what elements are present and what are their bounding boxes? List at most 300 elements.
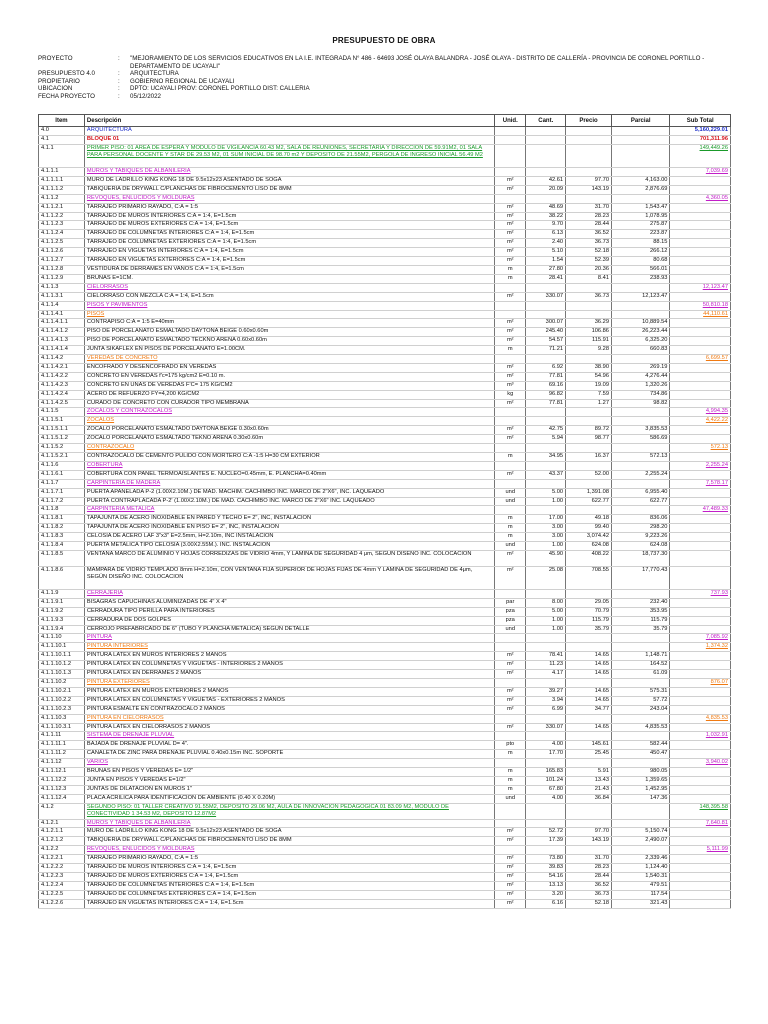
unit-cell: m	[495, 750, 526, 759]
subtotal-cell: 47,489.33	[670, 506, 731, 515]
quantity-cell: 330.07	[526, 292, 566, 301]
unit-cell	[495, 846, 526, 855]
table-row	[39, 890, 731, 899]
unit-cell	[495, 194, 526, 203]
price-cell	[566, 634, 612, 643]
item-cell: 4.1.1.10.3.1	[39, 723, 85, 732]
unit-cell: m²	[495, 292, 526, 301]
item-cell: 4.1.2.2.6	[39, 899, 85, 908]
table-row	[39, 566, 731, 589]
table-row	[39, 899, 731, 908]
unit-cell: pto	[495, 741, 526, 750]
partial-cell	[611, 408, 669, 417]
quantity-cell: 17.70	[526, 750, 566, 759]
section-row	[39, 643, 731, 652]
section-row	[39, 803, 731, 819]
quantity-cell: 2.40	[526, 239, 566, 248]
quantity-cell: 52.72	[526, 828, 566, 837]
partial-cell	[611, 803, 669, 819]
subtotal-cell	[670, 828, 731, 837]
table-row	[39, 230, 731, 239]
column-header-quantity: Cant.	[526, 115, 566, 127]
unit-cell: m²	[495, 723, 526, 732]
table-row	[39, 533, 731, 542]
price-cell	[566, 506, 612, 515]
description-cell: TARRAJEO DE COLUMNETAS EXTERIORES C:A = 1:4, E=1.5cm	[84, 890, 494, 899]
partial-cell	[611, 194, 669, 203]
subtotal-cell: 7,085.92	[670, 634, 731, 643]
subtotal-cell	[670, 598, 731, 607]
subtotal-cell	[670, 248, 731, 257]
table-row	[39, 363, 731, 372]
unit-cell	[495, 643, 526, 652]
description-cell: TARRAJEO DE COLUMNETAS INTERIORES C:A = 1:4, E=1.5cm	[84, 230, 494, 239]
unit-cell	[495, 819, 526, 828]
unit-cell	[495, 417, 526, 426]
item-cell: 4.1.1.12.1	[39, 768, 85, 777]
meta-value: GOBIERNO REGIONAL DE UCAYALI	[130, 77, 235, 85]
price-cell: 21.43	[566, 785, 612, 794]
unit-cell: m²	[495, 670, 526, 679]
price-cell	[566, 194, 612, 203]
unit-cell: m²	[495, 319, 526, 328]
subtotal-cell	[670, 319, 731, 328]
partial-cell: 1,543.47	[611, 203, 669, 212]
description-cell: PRIMER PISO: 01 AREA DE ESPERA Y MODULO DE VIGILANCIA 60.43 M2, SALA DE REUNIONES, SECRETARIA Y DIRECCION DE 59.91M2, 01 SALA PARA PERSONAL DOCENTE Y STAR DE 29.53 M2, 01 SUM INICIAL DE 98.70 m2 Y DEPOSITO DE 21.55M2, PERGOLA DE INGRESO INICIAL 56.49 M2	[84, 144, 494, 167]
item-cell: 4.1.1.4.2.4	[39, 390, 85, 399]
quantity-cell: 34.95	[526, 453, 566, 462]
quantity-cell: 6.92	[526, 363, 566, 372]
meta-value: 05/12/2022	[130, 92, 161, 100]
column-header-description: Descripción	[84, 115, 494, 127]
subtotal-cell	[670, 239, 731, 248]
subtotal-cell: 701,311.96	[670, 135, 731, 144]
description-cell: CIELORRASOS	[84, 283, 494, 292]
subtotal-cell	[670, 274, 731, 283]
subtotal-cell	[670, 607, 731, 616]
table-row	[39, 872, 731, 881]
meta-separator: :	[118, 92, 120, 100]
section-row	[39, 819, 731, 828]
quantity-cell	[526, 803, 566, 819]
partial-cell: 572.13	[611, 453, 669, 462]
partial-cell	[611, 310, 669, 319]
price-cell: 52.18	[566, 899, 612, 908]
partial-cell: 223.87	[611, 230, 669, 239]
unit-cell: m²	[495, 363, 526, 372]
price-cell: 25.45	[566, 750, 612, 759]
description-cell: BAJADA DE DRENAJE PLUVIAL D= 4".	[84, 741, 494, 750]
quantity-cell	[526, 479, 566, 488]
quantity-cell: 1.00	[526, 497, 566, 506]
description-cell: PINTURA ESMALTE EN CONTRAZOCALO 2 MANOS	[84, 705, 494, 714]
price-cell	[566, 759, 612, 768]
meta-value: "MEJORAMIENTO DE LOS SERVICIOS EDUCATIVOS EN LA I.E. INTEGRADA N° 486 - 64693 JOSÉ OLAYA BALANDRA - JOSÉ OLAYA - DISTRITO DE CALLERÍA - PROVINCIA DE CORONEL PORTILLO - DEPARTAMENTO DE UCAYALI"	[130, 55, 705, 70]
quantity-cell: 45.90	[526, 550, 566, 566]
item-cell: 4.1.1.2.6	[39, 248, 85, 257]
price-cell	[566, 479, 612, 488]
item-cell: 4.1.1.10.2.2	[39, 696, 85, 705]
partial-cell: 1,078.95	[611, 212, 669, 221]
price-cell: 52.39	[566, 257, 612, 266]
price-cell: 89.72	[566, 426, 612, 435]
section-row	[39, 679, 731, 688]
subtotal-cell	[670, 533, 731, 542]
subtotal-cell	[670, 435, 731, 444]
table-row	[39, 776, 731, 785]
quantity-cell: 28.41	[526, 274, 566, 283]
item-cell: 4.1.1.4.1.2	[39, 328, 85, 337]
price-cell	[566, 461, 612, 470]
quantity-cell: 27.80	[526, 265, 566, 274]
price-cell: 52.18	[566, 248, 612, 257]
description-cell: TARRAJEO EN VIGUETAS EXTERIORES C:A = 1:4, E=1.5cm	[84, 257, 494, 266]
description-cell: ACERO DE REFUERZO FY=4,200 KG/CM2	[84, 390, 494, 399]
partial-cell	[611, 135, 669, 144]
description-cell: CERROJO PREFABRICADO DE 6" (TUBO Y PLANCHA METALICA) SEGUN DETALLE	[84, 625, 494, 634]
item-cell: 4.1.1.11.2	[39, 750, 85, 759]
price-cell	[566, 408, 612, 417]
item-cell: 4.1.1.6	[39, 461, 85, 470]
section-row	[39, 714, 731, 723]
subtotal-cell	[670, 855, 731, 864]
description-cell: BRUÑAS E=1CM.	[84, 274, 494, 283]
unit-cell: m²	[495, 372, 526, 381]
table-row	[39, 625, 731, 634]
quantity-cell: 5.00	[526, 488, 566, 497]
unit-cell: m²	[495, 328, 526, 337]
table-row	[39, 203, 731, 212]
table-row	[39, 670, 731, 679]
description-cell: TARRAJEO DE MUROS EXTERIORES C:A = 1:4, E=1.5cm	[84, 221, 494, 230]
table-row	[39, 274, 731, 283]
unit-cell	[495, 589, 526, 598]
table-row	[39, 390, 731, 399]
price-cell	[566, 283, 612, 292]
table-row	[39, 221, 731, 230]
item-cell: 4.1.1.10.3	[39, 714, 85, 723]
subtotal-cell	[670, 363, 731, 372]
table-row	[39, 542, 731, 551]
unit-cell	[495, 127, 526, 136]
partial-cell: 3,835.53	[611, 426, 669, 435]
subtotal-cell	[670, 203, 731, 212]
item-cell: 4.1.2.2.3	[39, 872, 85, 881]
partial-cell	[611, 732, 669, 741]
table-row	[39, 372, 731, 381]
partial-cell: 624.08	[611, 542, 669, 551]
price-cell: 36.29	[566, 319, 612, 328]
quantity-cell	[526, 355, 566, 364]
quantity-cell: 245.40	[526, 328, 566, 337]
item-cell: 4.1.1.8.3	[39, 533, 85, 542]
section-row	[39, 732, 731, 741]
quantity-cell: 3.20	[526, 890, 566, 899]
item-cell: 4.1.1.8.5	[39, 550, 85, 566]
unit-cell: m	[495, 515, 526, 524]
item-cell: 4.1.1.12.2	[39, 776, 85, 785]
partial-cell: 660.83	[611, 346, 669, 355]
price-cell: 49.18	[566, 515, 612, 524]
item-cell: 4.1.1.4.2.3	[39, 381, 85, 390]
partial-cell: 298.20	[611, 524, 669, 533]
partial-cell	[611, 355, 669, 364]
meta-label: PRESUPUESTO 4.0	[38, 70, 95, 78]
meta-separator: :	[118, 85, 120, 93]
partial-cell: 4,835.53	[611, 723, 669, 732]
quantity-cell: 96.82	[526, 390, 566, 399]
subtotal-cell	[670, 230, 731, 239]
unit-cell	[495, 479, 526, 488]
subtotal-cell	[670, 687, 731, 696]
subtotal-cell: 7,640.81	[670, 819, 731, 828]
item-cell: 4.1.1.10.1.1	[39, 652, 85, 661]
quantity-cell: 5.10	[526, 248, 566, 257]
unit-cell	[495, 461, 526, 470]
subtotal-cell	[670, 705, 731, 714]
quantity-cell: 4.00	[526, 794, 566, 803]
price-cell: 624.08	[566, 542, 612, 551]
description-cell: JUNTAS DE DILATACION EN MUROS 1"	[84, 785, 494, 794]
subtotal-cell: 12,123.47	[670, 283, 731, 292]
quantity-cell: 5.94	[526, 435, 566, 444]
partial-cell	[611, 634, 669, 643]
quantity-cell	[526, 714, 566, 723]
price-cell	[566, 135, 612, 144]
price-cell	[566, 310, 612, 319]
description-cell: VEREDAS DE CONCRETO	[84, 355, 494, 364]
unit-cell: m	[495, 346, 526, 355]
quantity-cell	[526, 506, 566, 515]
item-cell: 4.1.1.4.2.2	[39, 372, 85, 381]
price-cell	[566, 643, 612, 652]
partial-cell: 6,325.20	[611, 337, 669, 346]
price-cell: 14.65	[566, 723, 612, 732]
table-row	[39, 768, 731, 777]
item-cell: 4.1.1.6.1	[39, 470, 85, 479]
quantity-cell: 73.80	[526, 855, 566, 864]
subtotal-cell: 148,395.58	[670, 803, 731, 819]
price-cell: 19.09	[566, 381, 612, 390]
description-cell: BISAGRAS CAPUCHINAS ALUMINIZADAS DE 4" X 4"	[84, 598, 494, 607]
price-cell	[566, 417, 612, 426]
quantity-cell	[526, 144, 566, 167]
subtotal-cell	[670, 750, 731, 759]
meta-value: ARQUITECTURA	[130, 70, 179, 78]
price-cell: 36.84	[566, 794, 612, 803]
price-cell	[566, 714, 612, 723]
description-cell: CERRADURA DE DOS GOLPES	[84, 616, 494, 625]
quantity-cell	[526, 643, 566, 652]
description-cell: CARPINTERIA METALICA	[84, 506, 494, 515]
description-cell: TARRAJEO DE COLUMNETAS EXTERIORES C:A = 1:4, E=1.5cm	[84, 239, 494, 248]
price-cell: 622.77	[566, 497, 612, 506]
unit-cell	[495, 759, 526, 768]
subtotal-cell	[670, 524, 731, 533]
unit-cell: m²	[495, 837, 526, 846]
unit-cell: m²	[495, 185, 526, 194]
description-cell: CONTRAZOCALO DE CEMENTO PULIDO CON MORTERO C:A -1:5 H=30 CM EXTERIOR	[84, 453, 494, 462]
description-cell: CERRAJERIA	[84, 589, 494, 598]
item-cell: 4.1.1.2.5	[39, 239, 85, 248]
subtotal-cell: 2,255.24	[670, 461, 731, 470]
unit-cell: m²	[495, 550, 526, 566]
quantity-cell: 13.13	[526, 881, 566, 890]
description-cell: MURO DE LADRILLO KING KONG 18 DE 9.5x12x23 ASENTADO DE SOGA	[84, 828, 494, 837]
description-cell: PINTURA LATEX EN COLUMNETAS Y VIGUETAS - EXTERIORES 2 MANOS	[84, 696, 494, 705]
quantity-cell: 3.00	[526, 524, 566, 533]
unit-cell: m²	[495, 221, 526, 230]
page-title: PRESUPUESTO DE OBRA	[332, 36, 436, 45]
section-row	[39, 444, 731, 453]
item-cell: 4.1.2.2.5	[39, 890, 85, 899]
partial-cell: 35.79	[611, 625, 669, 634]
description-cell: SEGUNDO PISO: 01 TALLER CREATIVO 91.55M2, DEPOSITO 29.06 M2, AULA DE INNOVACIÓN PEDAGOGICA 01 83.09 M2, MODULO DE CONECTIVIDAD 1 34.53 M2, DEPOSITO 12.87M2	[84, 803, 494, 819]
partial-cell: 12,123.47	[611, 292, 669, 301]
price-cell: 36.52	[566, 881, 612, 890]
price-cell	[566, 127, 612, 136]
section-row	[39, 759, 731, 768]
item-cell: 4.1.1.7.2	[39, 497, 85, 506]
item-cell: 4.1.1.11.1	[39, 741, 85, 750]
description-cell: MUROS Y TABIQUES DE ALBAÑILERIA	[84, 168, 494, 177]
description-cell: CARPINTERIA DE MADERA	[84, 479, 494, 488]
unit-cell: und	[495, 794, 526, 803]
table-header-row	[39, 115, 731, 127]
item-cell: 4.1.1.9.3	[39, 616, 85, 625]
quantity-cell: 69.16	[526, 381, 566, 390]
table-row	[39, 239, 731, 248]
unit-cell	[495, 803, 526, 819]
item-cell: 4.1.1.4	[39, 301, 85, 310]
description-cell: ZOCALOS Y CONTRAZOCALOS	[84, 408, 494, 417]
partial-cell: 575.31	[611, 687, 669, 696]
meta-row-location	[38, 85, 738, 93]
item-cell: 4.1.1.9	[39, 589, 85, 598]
unit-cell: m	[495, 776, 526, 785]
subtotal-cell: 7,578.17	[670, 479, 731, 488]
unit-cell: m²	[495, 855, 526, 864]
description-cell: ZOCALO PORCELANATO ESMALTADO TEKNO ARENA 0.30x0.60m	[84, 435, 494, 444]
subtotal-cell: 44,110.61	[670, 310, 731, 319]
item-cell: 4.1.1.4.2.5	[39, 399, 85, 408]
item-cell: 4.1.1.3.1	[39, 292, 85, 301]
item-cell: 4.1.1.1.2	[39, 185, 85, 194]
partial-cell: 980.05	[611, 768, 669, 777]
description-cell: PINTURA EN CIELORRASOS	[84, 714, 494, 723]
table-row	[39, 426, 731, 435]
item-cell: 4.1.1.5.2.1	[39, 453, 85, 462]
description-cell: TARRAJEO EN VIGUETAS INTERIORES C:A = 1:4, E=1.5cm	[84, 899, 494, 908]
unit-cell: m	[495, 533, 526, 542]
description-cell: PINTURA LATEX EN MUROS EXTERIORES 2 MANOS	[84, 687, 494, 696]
table-row	[39, 598, 731, 607]
price-cell	[566, 144, 612, 167]
item-cell: 4.1.1.10.1.3	[39, 670, 85, 679]
column-header-partial: Parcial	[611, 115, 669, 127]
subtotal-cell	[670, 292, 731, 301]
price-cell: 106.86	[566, 328, 612, 337]
item-cell: 4.1.1.5.1	[39, 417, 85, 426]
quantity-cell	[526, 194, 566, 203]
description-cell: CELOSIA DE ACERO LAF 3"x3" E=2.5mm, H=2.10m, INC INSTALACION	[84, 533, 494, 542]
quantity-cell	[526, 301, 566, 310]
description-cell: PUERTA METALICA TIPO CELOSIA (3.00X2.55M.). INC. INSTALACION	[84, 542, 494, 551]
item-cell: 4.1.2.2.4	[39, 881, 85, 890]
partial-cell	[611, 417, 669, 426]
quantity-cell: 1.00	[526, 616, 566, 625]
unit-cell	[495, 283, 526, 292]
table-row	[39, 794, 731, 803]
subtotal-cell	[670, 864, 731, 873]
description-cell: SISTEMA DE DRENAJE PLUVIAL	[84, 732, 494, 741]
table-row	[39, 185, 731, 194]
partial-cell: 450.47	[611, 750, 669, 759]
description-cell: VENTANA MARCO DE ALUMINIO Y HOJAS CORREDIZAS DE VIDRIO 4mm, Y LAMINA DE SEGURIDAD 4 μm, SEGUN DISEÑO INC. COLOCACION	[84, 550, 494, 566]
description-cell: TARRAJEO DE MUROS INTERIORES C:A = 1:4, E=1.5cm	[84, 864, 494, 873]
description-cell: TAPAJUNTA DE ACERO INOXIDABLE EN PISO E= 2", INC, INSTALACION	[84, 524, 494, 533]
item-cell: 4.1.1.12.3	[39, 785, 85, 794]
item-cell: 4.1.1.8.2	[39, 524, 85, 533]
price-cell	[566, 168, 612, 177]
subtotal-cell	[670, 470, 731, 479]
subtotal-cell	[670, 212, 731, 221]
item-cell: 4.1.1.4.2.1	[39, 363, 85, 372]
description-cell: TABIQUERIA DE DRYWALL C/PLANCHAS DE FIBROCEMENTO LISO DE 8MM	[84, 185, 494, 194]
item-cell: 4.1.1.8.6	[39, 566, 85, 589]
quantity-cell: 11.23	[526, 661, 566, 670]
subtotal-cell	[670, 381, 731, 390]
description-cell: ZOCALO PORCELANATO ESMALTADO DAYTONA BEIGE 0.30x0.60m	[84, 426, 494, 435]
subtotal-cell	[670, 542, 731, 551]
quantity-cell: 9.70	[526, 221, 566, 230]
description-cell: MUROS Y TABIQUES DE ALBAÑILERIA	[84, 819, 494, 828]
price-cell: 31.70	[566, 855, 612, 864]
quantity-cell: 300.07	[526, 319, 566, 328]
partial-cell: 1,540.31	[611, 872, 669, 881]
unit-cell: m²	[495, 212, 526, 221]
item-cell: 4.1.1.7	[39, 479, 85, 488]
price-cell: 14.65	[566, 696, 612, 705]
item-cell: 4.1.1.5.1.2	[39, 435, 85, 444]
unit-cell	[495, 301, 526, 310]
item-cell: 4.1.1.2.8	[39, 265, 85, 274]
description-cell: PISO DE PORCELANATO ESMALTADO TECKNO ARENA 0.60x0.60m	[84, 337, 494, 346]
price-cell: 98.77	[566, 435, 612, 444]
item-cell: 4.1.1.1	[39, 168, 85, 177]
section-row	[39, 301, 731, 310]
table-row	[39, 515, 731, 524]
partial-cell: 5,150.74	[611, 828, 669, 837]
section-row	[39, 506, 731, 515]
description-cell: REVOQUES, ENLUCIDOS Y MOLDURAS	[84, 194, 494, 203]
quantity-cell: 20.09	[526, 185, 566, 194]
section-row	[39, 310, 731, 319]
item-cell: 4.1.1.2.3	[39, 221, 85, 230]
partial-cell: 2,490.07	[611, 837, 669, 846]
item-cell: 4.1.1.4.1	[39, 310, 85, 319]
item-cell: 4.1.1.10	[39, 634, 85, 643]
subtotal-cell: 7,039.69	[670, 168, 731, 177]
partial-cell: 2,876.69	[611, 185, 669, 194]
unit-cell: m²	[495, 696, 526, 705]
item-cell: 4.0	[39, 127, 85, 136]
partial-cell: 147.36	[611, 794, 669, 803]
price-cell: 13.43	[566, 776, 612, 785]
unit-cell: m²	[495, 705, 526, 714]
table-row	[39, 248, 731, 257]
partial-cell: 164.52	[611, 661, 669, 670]
